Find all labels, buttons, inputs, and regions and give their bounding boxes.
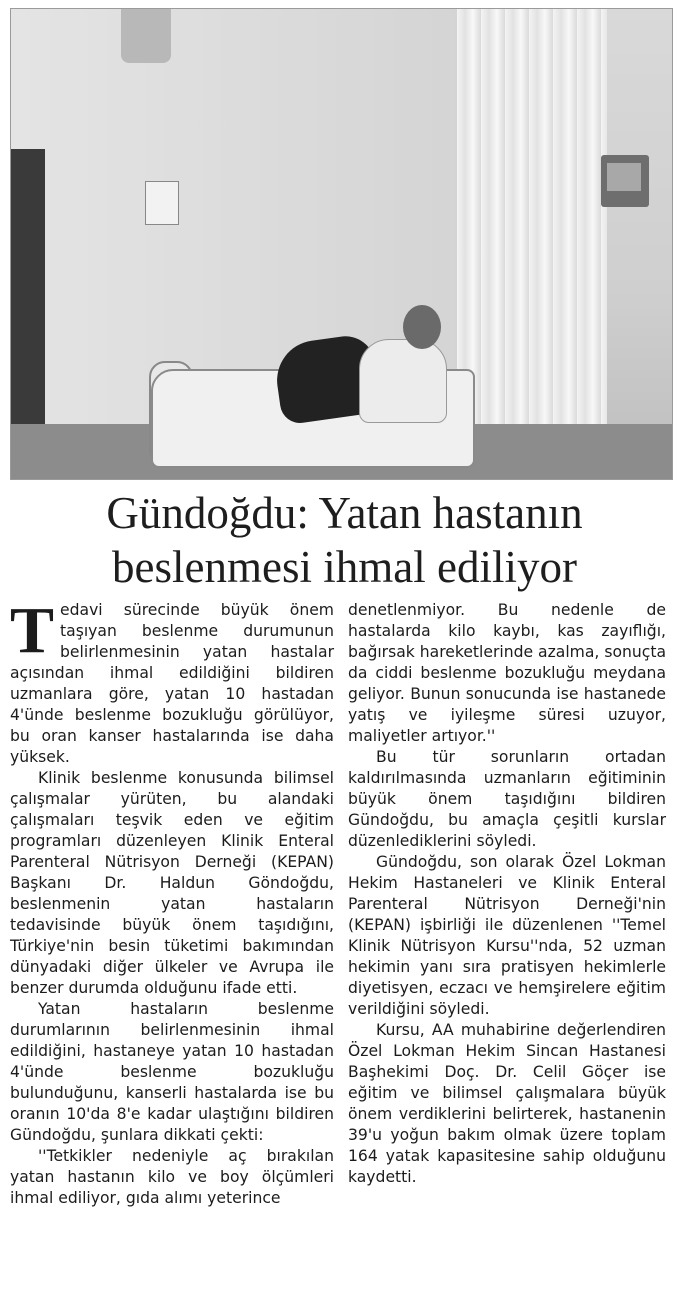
article-column-left bbox=[10, 594, 334, 1209]
headline-line-1: Gündoğdu: Yatan hastanın bbox=[106, 488, 583, 538]
headline bbox=[0, 486, 689, 594]
dropcap: T bbox=[10, 594, 55, 667]
paragraph: Yatan hastaların beslenme durumlarının belirlenmesinin ihmal edildiğini, hastaneye yatan 10 hastadan 4'ünde beslenme bozukluğu bulunduğunu, kanserli hastalarda ise bu oranın 10'da 8'e kadar ulaştığını bildiren Gündoğdu, şunlara dikkati çekti: bbox=[10, 1000, 334, 1144]
photo-patient-body bbox=[359, 339, 447, 423]
paragraph: ''Tetkikler nedeniyle aç bırakılan yatan hastanın kilo ve boy ölçümleri ihmal ediliyor, gıda alımı yeterince bbox=[10, 1147, 334, 1207]
headline-line-2: beslenmesi ihmal ediliyor bbox=[112, 542, 577, 592]
photo-lamp bbox=[121, 9, 171, 63]
paragraph: Kursu, AA muhabirine değerlendiren Özel Lokman Hekim Sincan Hastanesi Başhekimi Doç. Dr. Celil Göçer ise eğitim ve bilimsel çalışmalara büyük önem verdiklerini belirterek, hastanenin 39'u yoğun bakım olmak üzere toplam 164 yatak kapasitesine sahip olduğunu kaydetti. bbox=[348, 1021, 666, 1186]
photo-curtain bbox=[457, 9, 607, 479]
paragraph: Bu tür sorunların ortadan kaldırılmasında uzmanların eğitiminin büyük önem taşıdığını bildiren Gündoğdu, bu amaçla çeşitli kurslar düzenlediklerini söyledi. bbox=[348, 748, 666, 850]
photo-monitor bbox=[601, 155, 649, 207]
paragraph: Gündoğdu, son olarak Özel Lokman Hekim Hastaneleri ve Klinik Enteral Parenteral Nütrisyon Derneği'nin (KEPAN) işbirliği ile düzenlenen ''Temel Klinik Nütrisyon Kursu''nda, 52 uzman hekimin yanı sıra pratisyen hekimlerle diyetisyen, eczacı ve hemşirelere eğitim verildiğini söyledi. bbox=[348, 853, 666, 1018]
paragraph: denetlenmiyor. Bu nedenle de hastalarda kilo kaybı, kas zayıflığı, bağırsak hareketlerinde azalma, sonuçta da ciddi beslenme bozukluğu meydana geliyor. Bunun sonucunda ise hastanede yatış ve iyileşme süresi uzuyor, maliyetler artıyor.'' bbox=[348, 601, 667, 745]
article-photo bbox=[10, 8, 673, 480]
photo-wall-sign bbox=[145, 181, 179, 225]
article-column-right bbox=[348, 600, 666, 1188]
photo-patient-head bbox=[403, 305, 441, 349]
paragraph: Klinik beslenme konusunda bilimsel çalışmalar yürüten, bu alandaki çalışmaları teşvik eden ve eğitim programları düzenleyen Klinik Enteral Parenteral Nütrisyon Derneği (KEPAN) Başkanı Dr. Haldun Göndoğdu, beslenmenin yatan hastaların tedavisinde büyük önem taşıdığını, Türkiye'nin besin tüketimi bakımından dünyadaki diğer ülkeler ve Avrupa ile benzer durumda olduğunu ifade etti. bbox=[10, 769, 334, 997]
paragraph: Tedavi sürecinde büyük önem taşıyan beslenme durumunun belirlenmesinin yatan hastalar açısından ihmal edildiğini bildiren uzmanlara göre, yatan 10 hastadan 4'ünde beslenme bozukluğu görülüyor, bu oran kanser hastalarında ise daha yüksek. bbox=[10, 594, 334, 766]
